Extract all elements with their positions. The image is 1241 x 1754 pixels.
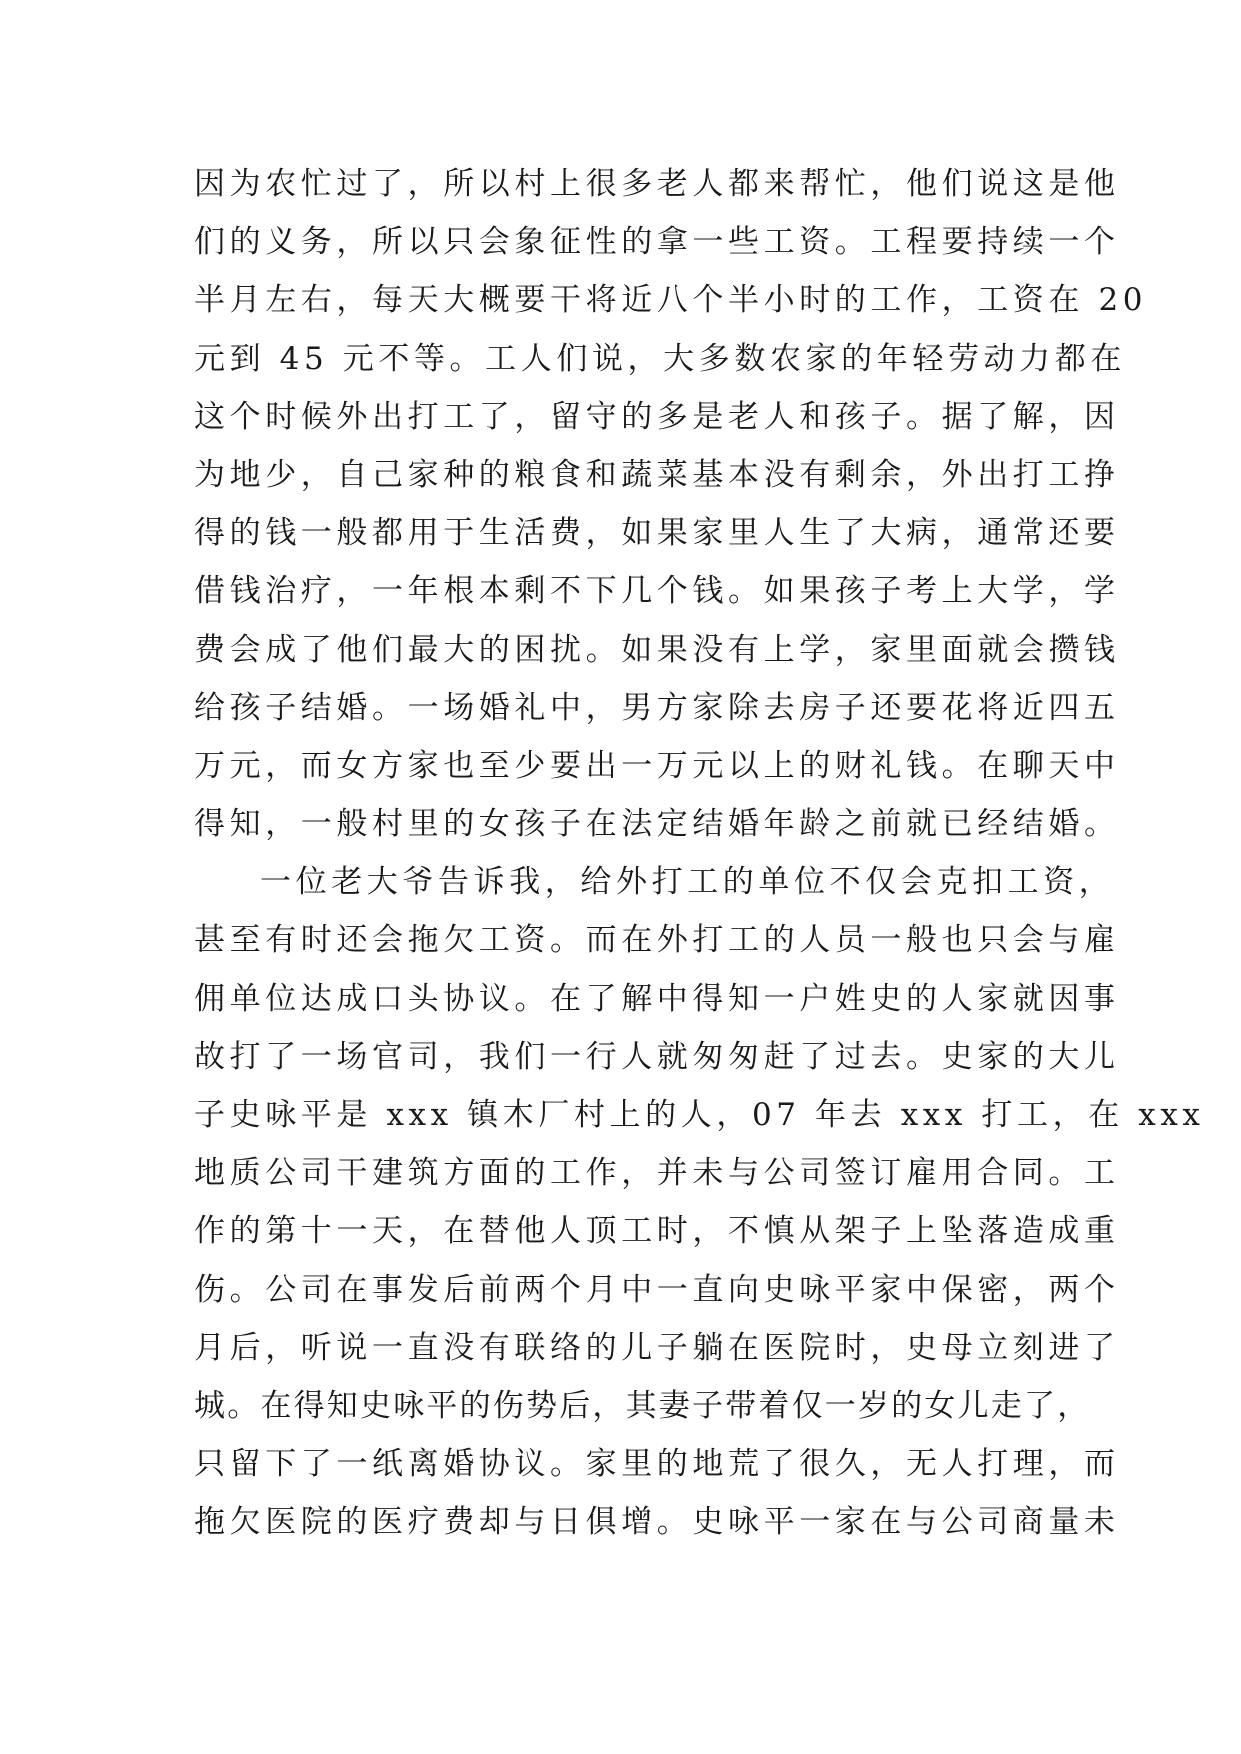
text-line: 伤。公司在事发后前两个月中一直向史咏平家中保密，两个 <box>194 1271 1120 1308</box>
text-line: 故打了一场官司，我们一行人就匆匆赶了过去。史家的大儿 <box>194 1038 1120 1075</box>
text-line: 给孩子结婚。一场婚礼中，男方家除去房子还要花将近四五 <box>194 689 1120 726</box>
text-line: 只留下了一纸离婚协议。家里的地荒了很久，无人打理，而 <box>194 1446 1120 1483</box>
text-line: 半月左右，每天大概要干将近八个半小时的工作，工资在 20 <box>194 282 1148 319</box>
text-line: 因为农忙过了，所以村上很多老人都来帮忙，他们说这是他 <box>194 166 1120 202</box>
text-line: 拖欠医院的医疗费却与日俱增。史咏平一家在与公司商量未 <box>194 1504 1120 1541</box>
text-line: 月后，听说一直没有联络的儿子躺在医院时，史母立刻进了 <box>194 1329 1120 1366</box>
text-line: 借钱治疗，一年根本剩不下几个钱。如果孩子考上大学，学 <box>194 573 1120 610</box>
text-line: 地质公司干建筑方面的工作，并未与公司签订雇用合同。工 <box>194 1155 1120 1192</box>
text-line: 费会成了他们最大的困扰。如果没有上学，家里面就会攒钱 <box>194 631 1120 668</box>
text-line: 元到 45 元不等。工人们说，大多数农家的年轻劳动力都在 <box>194 340 1126 377</box>
text-line: 万元，而女方家也至少要出一万元以上的财礼钱。在聊天中 <box>194 747 1120 784</box>
text-line: 得的钱一般都用于生活费，如果家里人生了大病，通常还要 <box>194 515 1120 552</box>
text-line: 作的第十一天，在替他人顶工时，不慎从架子上坠落造成重 <box>194 1213 1120 1250</box>
text-line: 得知，一般村里的女孩子在法定结婚年龄之前就已经结婚。 <box>194 806 1120 843</box>
text-line: 们的义务，所以只会象征性的拿一些工资。工程要持续一个 <box>194 224 1120 261</box>
body-text <box>194 155 1205 1552</box>
text-line: 甚至有时还会拖欠工资。而在外打工的人员一般也只会与雇 <box>194 922 1120 959</box>
text-line: 这个时候外出打工了，留守的多是老人和孩子。据了解，因 <box>194 398 1120 435</box>
text-line: 城。在得知史咏平的伤势后，其妻子带着仅一岁的女儿走了， <box>194 1387 1091 1424</box>
text-line: 子史咏平是 xxx 镇木厂村上的人，07 年去 xxx 打工，在 xxx <box>194 1097 1205 1133</box>
text-line: 为地少，自己家种的粮食和蔬菜基本没有剩余，外出打工挣 <box>194 456 1120 493</box>
paragraph-first-line: 一位老大爷告诉我，给外打工的单位不仅会克扣工资， <box>260 864 1115 901</box>
text-line: 佣单位达成口头协议。在了解中得知一户姓史的人家就因事 <box>194 980 1120 1017</box>
